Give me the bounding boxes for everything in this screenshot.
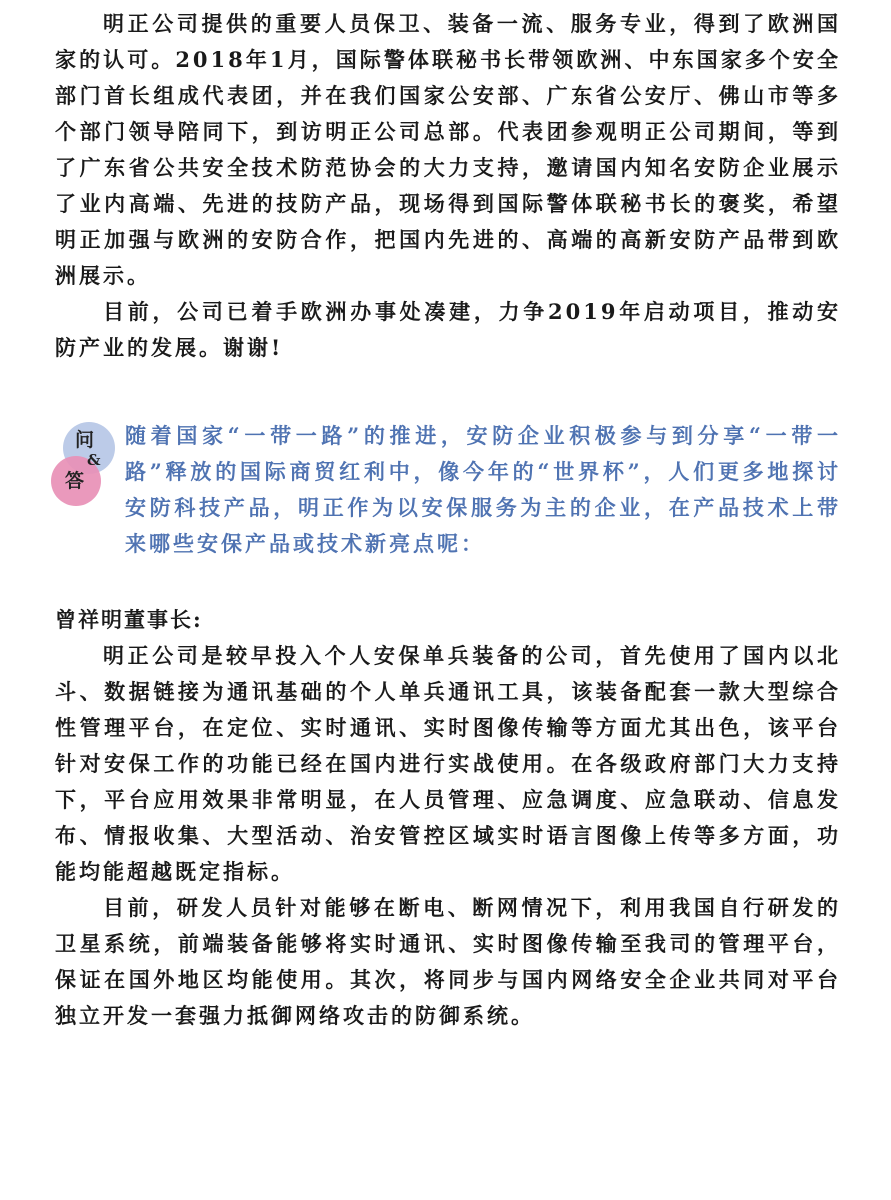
intro-paragraph-1: 明正公司提供的重要人员保卫、装备一流、服务专业，得到了欧洲国家的认可。2018年1月，国际警体联秘书长带领欧洲、中东国家多个安全部门首长组成代表团，并在我们国家公安部、广东省公安厅、佛山市等多个部门领导陪同下，到访明正公司总部。代表团参观明正公司期间，等到了广东省公共安全技术防范协会的大力支持，邀请国内知名安防企业展示了业内高端、先进的技防产品，现场得到国际警体联秘书长的褒奖，希望明正加强与欧洲的安防合作，把国内先进的、高端的高新安防产品带到欧洲展示。 <box>55 11 841 288</box>
badge-question-char: 问 <box>75 429 95 451</box>
badge-answer-char: 答 <box>65 470 85 492</box>
answer-paragraph-2: 目前，研发人员针对能够在断电、断网情况下，利用我国自行研发的卫星系统，前端装备能够将实时通讯、实时图像传输至我司的管理平台，保证在国外地区均能使用。其次，将同步与国内网络安全企业共同对平台独立开发一套强力抵御网络攻击的防御系统。 <box>55 895 841 1028</box>
article-page <box>55 6 841 1034</box>
answer-speaker: 曾祥明董事长: <box>55 607 203 632</box>
answer-paragraph-1: 明正公司是较早投入个人安保单兵装备的公司，首先使用了国内以北斗、数据链接为通讯基础的个人单兵通讯工具，该装备配套一款大型综合性管理平台，在定位、实时通讯、实时图像传输等方面尤其出色，该平台针对安保工作的功能已经在国内进行实战使用。在各级政府部门大力支持下，平台应用效果非常明显，在人员管理、应急调度、应急联动、信息发布、情报收集、大型活动、治安管控区域实时语言图像上传等多方面，功能均能超越既定指标。 <box>55 643 841 884</box>
intro-paragraph-2: 目前，公司已着手欧洲办事处凑建，力争2019年启动项目，推动安防产业的发展。谢谢! <box>55 299 841 360</box>
qa-badge-icon <box>51 422 121 508</box>
qa-question-block <box>55 418 841 562</box>
question-text: 随着国家“一带一路”的推进，安防企业积极参与到分享“一带一路”释放的国际商贸红利中，像今年的“世界杯”，人们更多地探讨安防科技产品，明正作为以安保服务为主的企业，在产品技术上带来哪些安保产品或技术新亮点呢： <box>125 423 841 556</box>
badge-ampersand: & <box>87 451 101 469</box>
